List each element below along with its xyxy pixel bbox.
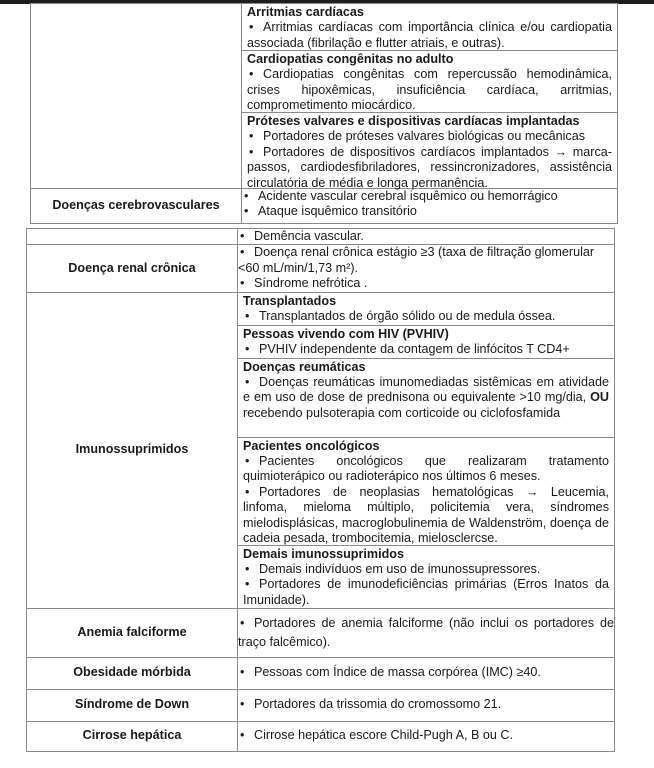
list-item: • Cirrose hepática escore Child-Pugh A, B ou C. xyxy=(240,728,514,743)
list-item: • Arritmias cardíacas com importância clínica e/ou cardiopatia associada (fibrilação e flutter atriais, e outras). xyxy=(247,20,612,50)
section-doencas-reumaticas xyxy=(238,358,614,437)
section-arritmias xyxy=(242,4,617,50)
section-heading: Próteses valvares e dispositivas cardíacas implantadas xyxy=(247,114,580,128)
table-row-renal xyxy=(27,245,615,292)
list-item: • Acidente vascular cerebral isquêmico ou hemorrágico xyxy=(244,189,558,203)
bullet-icon: • xyxy=(240,615,245,630)
bullet-icon: • xyxy=(249,144,254,159)
list-item: • Pacientes oncológicos que realizaram tratamento quimioterápico ou radioterápico nos últimos 6 meses. xyxy=(243,454,609,484)
section-heading: Pessoas vivendo com HIV (PVHIV) xyxy=(243,326,449,341)
bullet-icon: • xyxy=(244,189,249,203)
list-item: • Doenças reumáticas imunomediadas sistêmicas em atividade e em uso de dose de prednisona ou equivalente >10 mg/dia, OU recebendo pulsoterapia com corticoide ou ciclofosfamida xyxy=(243,375,609,420)
table-row-obesity xyxy=(27,657,615,689)
row-content xyxy=(238,245,615,292)
section-cardiopatias-congenitas xyxy=(242,50,617,112)
bullet-icon: • xyxy=(249,67,254,82)
bullet-icon: • xyxy=(245,454,250,469)
list-item: • Portadores de neoplasias hematológicas → Leucemia, linfoma, mieloma múltiplo, policitemia vera, síndromes mielodisplásicas, macroglobulinemia de Waldenström, doença de cadeia pesada, trombocitemia, mielosclercse. xyxy=(243,484,609,546)
table-row-cirrhosis xyxy=(27,721,615,751)
list-item: • Cardiopatias congênitas com repercussão hemodinâmica, crises hipoxêmicas, insuficiência cardíaca, arritmias, comprometimento miocárdico. xyxy=(247,67,612,113)
row-label: Síndrome de Down xyxy=(27,689,238,721)
section-pvhiv xyxy=(238,325,614,358)
row-label: Imunossuprimidos xyxy=(27,292,238,608)
list-item: • Demência vascular. xyxy=(240,229,364,243)
list-item: • Transplantados de órgão sólido ou de medula óssea. xyxy=(245,309,556,324)
list-item: • Portadores de próteses valvares biológicas ou mecânicas xyxy=(249,129,586,144)
bullet-icon: • xyxy=(245,484,250,499)
bullet-icon: • xyxy=(249,20,254,35)
bullet-icon: • xyxy=(245,309,250,324)
section-heading: Pacientes oncológicos xyxy=(243,438,380,453)
bullet-icon: • xyxy=(240,697,245,712)
cardiac-sections-cell xyxy=(242,4,618,189)
bullet-icon: • xyxy=(240,665,245,680)
comorbidities-table-upper xyxy=(30,3,618,224)
bullet-icon: • xyxy=(244,204,249,219)
bullet-icon: • xyxy=(240,728,245,743)
row-label: Cirrose hepática xyxy=(27,721,238,751)
list-item: • Portadores de anemia falciforme (não inclui os portadores de traço falcêmico). xyxy=(238,615,614,649)
list-item: • Portadores de dispositivos cardíacos implantados → marca-passos, cardiodesfibriladores, ressincronizadores, assistência circulatória de média e longa permanência. xyxy=(247,144,612,190)
bullet-icon: • xyxy=(245,562,250,577)
list-item: • Portadores de imunodeficiências primárias (Erros Inatos da Imunidade). xyxy=(243,577,609,607)
list-item: • Portadores da trissomia do cromossomo 21. xyxy=(240,697,502,712)
row-label-empty xyxy=(31,4,242,189)
immuno-sections-cell xyxy=(238,292,615,608)
bullet-icon: • xyxy=(240,245,245,260)
section-heading: Doenças reumáticas xyxy=(243,359,366,374)
section-heading: Arritmias cardíacas xyxy=(247,5,364,19)
table-row-cardiac xyxy=(31,4,618,189)
bullet-icon: • xyxy=(249,129,254,144)
row-content xyxy=(238,689,615,721)
row-content xyxy=(238,229,615,245)
bullet-icon: • xyxy=(240,276,245,291)
row-content xyxy=(242,189,618,224)
list-item: • Pessoas com Índice de massa corpórea (IMC) ≥40. xyxy=(240,665,541,680)
section-transplantados xyxy=(238,293,614,325)
list-item: • Síndrome nefrótica . xyxy=(240,276,368,291)
row-content xyxy=(238,657,615,689)
section-heading: Cardiopatias congênitas no adulto xyxy=(247,52,454,66)
section-heading: Transplantados xyxy=(243,293,337,308)
row-label: Doença renal crônica xyxy=(27,245,238,292)
table-row-dementia xyxy=(27,229,615,245)
table-row-cerebrovascular xyxy=(31,189,618,224)
row-label: Obesidade mórbida xyxy=(27,657,238,689)
row-content xyxy=(238,721,615,751)
list-item: • PVHIV independente da contagem de linfócitos T CD4+ xyxy=(245,342,570,357)
section-demais-imunossuprimidos xyxy=(238,545,614,608)
row-label-empty xyxy=(27,229,238,245)
section-heading: Demais imunossuprimidos xyxy=(243,546,404,561)
table-row-down-syndrome xyxy=(27,689,615,721)
bullet-icon: • xyxy=(240,229,245,243)
bullet-icon: • xyxy=(245,375,250,390)
table-row-sickle-cell xyxy=(27,608,615,657)
row-label: Doenças cerebrovasculares xyxy=(31,189,242,224)
bullet-icon: • xyxy=(245,342,250,357)
row-label: Anemia falciforme xyxy=(27,608,238,657)
list-item: • Doença renal crônica estágio ≥3 (taxa de filtração glomerular <60 mL/min/1,73 m²). xyxy=(238,245,595,275)
section-pacientes-oncologicos xyxy=(238,437,614,545)
bullet-icon: • xyxy=(245,577,250,592)
section-proteses-valvares xyxy=(242,112,617,188)
row-content xyxy=(238,608,615,657)
table-row-immunosuppressed xyxy=(27,292,615,608)
list-item: • Demais indivíduos em uso de imunossupressores. xyxy=(245,562,541,577)
list-item: • Ataque isquêmico transitório xyxy=(244,204,417,219)
comorbidities-table-lower xyxy=(26,228,615,752)
